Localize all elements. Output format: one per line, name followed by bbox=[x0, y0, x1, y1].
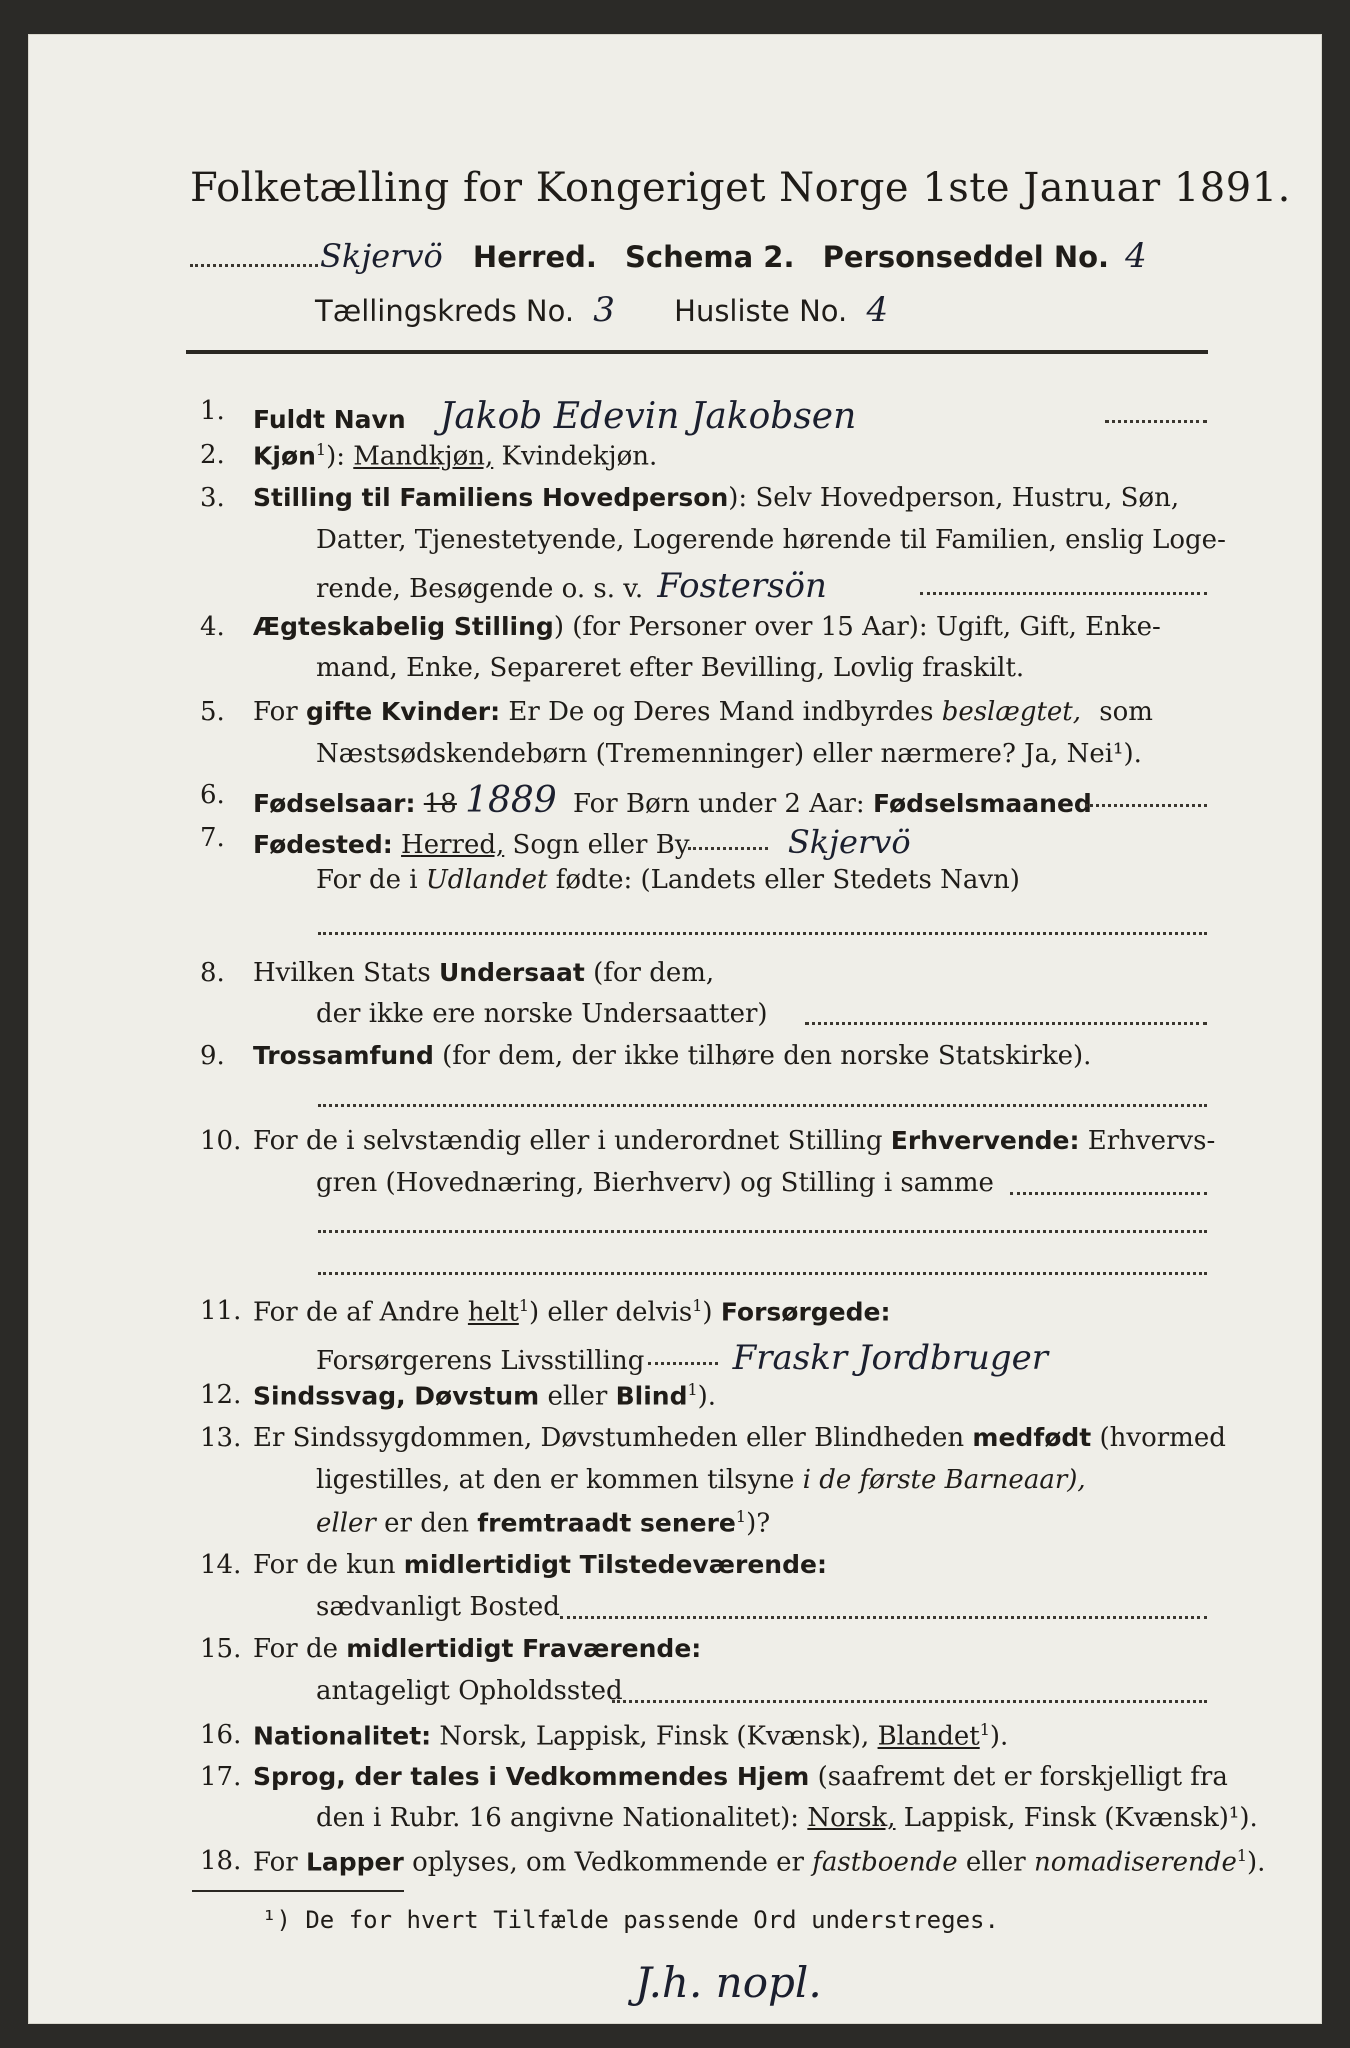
item-2-sex: Kjøn$^1$): Mandkjøn, Kvindekjøn. bbox=[253, 440, 658, 472]
item-5-married-women bbox=[253, 697, 1153, 727]
item-text: Sogn eller By bbox=[512, 830, 690, 860]
item-text: For de i selvstændig eller i underordnet Stilling bbox=[253, 1126, 883, 1156]
item-number: 3. bbox=[200, 483, 225, 513]
dotted-line bbox=[1010, 1192, 1207, 1195]
item-text: eller bbox=[965, 1847, 1026, 1878]
full-name-handwritten: Jakob Edevin Jakobsen bbox=[439, 396, 857, 437]
item-text: For bbox=[253, 1847, 298, 1878]
item-number: 11. bbox=[200, 1296, 242, 1326]
item-text: i de første Barneaar), bbox=[802, 1465, 1086, 1495]
husliste-number: 4 bbox=[866, 290, 889, 330]
footnote-mark: 1 bbox=[315, 440, 327, 459]
item-label: Blind bbox=[615, 1381, 688, 1411]
kreds-number: 3 bbox=[593, 290, 615, 330]
dotted-line bbox=[648, 1362, 718, 1365]
item-number: 7. bbox=[200, 823, 225, 853]
item-text: ): Selv Hovedperson, Hustru, Søn, bbox=[728, 483, 1180, 513]
item-label: medfødt bbox=[972, 1423, 1092, 1452]
husliste-label: Husliste No. bbox=[674, 294, 848, 328]
footnote: ¹) De for hvert Tilfælde passende Ord understreges. bbox=[262, 1906, 999, 1934]
item-12-disability: Sindssvag, Døvstum eller Blind$^1$). bbox=[253, 1380, 717, 1412]
item-label: Fuldt Navn bbox=[253, 405, 406, 434]
item-number: 9. bbox=[200, 1041, 225, 1071]
item-text: ). bbox=[697, 1381, 717, 1412]
kreds-label: Tællingskreds No. bbox=[315, 294, 575, 328]
item-label: gifte Kvinder: bbox=[305, 697, 501, 726]
item-text: den i Rubr. 16 angivne Nationalitet): bbox=[316, 1803, 800, 1833]
item-16-nationality: Nationalitet: Norsk, Lappisk, Finsk (Kvænsk), Blandet$^1$). bbox=[253, 1720, 1009, 1752]
item-text: Forsørgerens Livsstilling bbox=[316, 1346, 645, 1376]
struck-printed-year: 18 bbox=[423, 789, 457, 819]
item-text: ). bbox=[989, 1721, 1009, 1752]
item-11-supported: For de af Andre helt$^1$) eller delvis$^1$) Forsørgede: bbox=[253, 1296, 891, 1328]
item-text: ) (for Personer over 15 Aar): Ugift, Gift, Enke- bbox=[553, 612, 1161, 642]
item-text: beslægtet, bbox=[941, 697, 1082, 727]
dotted-line bbox=[318, 1104, 1207, 1107]
item-text: antageligt Opholdssted bbox=[316, 1676, 623, 1706]
header-rule bbox=[186, 350, 1208, 354]
helt-underlined: helt bbox=[467, 1297, 519, 1328]
herred-underlined: Herred, bbox=[401, 830, 505, 860]
item-label: Fødested: bbox=[253, 830, 393, 859]
herred-handwritten: Skjervö bbox=[320, 237, 443, 275]
item-text: For de kun bbox=[253, 1550, 396, 1580]
item-text: (saafremt det er forskjelligt fra bbox=[817, 1762, 1228, 1792]
footnote-rule bbox=[192, 1890, 404, 1892]
item-number: 6. bbox=[200, 780, 225, 810]
dotted-line bbox=[1105, 420, 1207, 423]
item-number: 8. bbox=[200, 958, 225, 988]
item-text: eller bbox=[316, 1508, 376, 1539]
item-number: 1. bbox=[200, 396, 225, 426]
item-1-name bbox=[253, 396, 856, 437]
item-number: 13. bbox=[200, 1423, 242, 1453]
item-label: Trossamfund bbox=[253, 1041, 434, 1070]
item-17-language bbox=[253, 1762, 1228, 1792]
item-9-religion bbox=[253, 1041, 1091, 1071]
sex-male-underlined: Mandkjøn, bbox=[353, 441, 494, 472]
item-text: Lappisk, Finsk (Kvænsk)¹). bbox=[903, 1803, 1258, 1833]
item-text: Hvilken Stats bbox=[253, 958, 431, 988]
item-label: Stilling til Familiens Hovedperson bbox=[253, 483, 729, 512]
dotted-line bbox=[805, 1022, 1207, 1025]
item-number: 5. bbox=[200, 697, 225, 727]
item-text: eller bbox=[547, 1381, 608, 1412]
item-label: Sprog, der tales i Vedkommendes Hjem bbox=[253, 1762, 810, 1791]
dotted-line bbox=[560, 1616, 1207, 1619]
item-text: For bbox=[253, 697, 298, 727]
item-text: Næstsødskendebørn (Tremenninger) eller nærmere? Ja, Nei¹). bbox=[316, 739, 1142, 769]
form-title: Folketælling for Kongeriget Norge 1ste Januar 1891. bbox=[190, 165, 1291, 211]
signature-handwritten: J.h. nopl. bbox=[635, 1958, 822, 2007]
item-label: Forsørgede: bbox=[720, 1297, 891, 1327]
position-handwritten: Fostersön bbox=[657, 566, 827, 606]
item-18-lapps: For Lapper oplyses, om Vedkommende er fastboende eller nomadiserende$^1$). bbox=[253, 1846, 1266, 1878]
item-text: (for dem, der ikke tilhøre den norske Statskirke). bbox=[442, 1041, 1092, 1071]
item-number: 16. bbox=[200, 1720, 242, 1750]
herred-label: Herred. bbox=[472, 240, 597, 274]
item-text: Norsk, Lappisk, Finsk (Kvænsk), bbox=[439, 1721, 870, 1752]
dotted-line bbox=[318, 932, 1207, 935]
birthplace-handwritten: Skjervö bbox=[787, 823, 911, 861]
item-7-line2 bbox=[316, 865, 1020, 895]
item-number: 10. bbox=[200, 1126, 242, 1156]
item-17-line2 bbox=[316, 1803, 1258, 1833]
item-text: For de bbox=[253, 1634, 338, 1664]
item-14-temporary-present bbox=[253, 1550, 827, 1580]
item-number: 14. bbox=[200, 1550, 242, 1580]
blandet-underlined: Blandet bbox=[877, 1721, 980, 1752]
item-text: eller delvis bbox=[547, 1297, 693, 1328]
item-text: rende, Besøgende o. s. v. bbox=[316, 574, 644, 604]
herred-row bbox=[190, 236, 1147, 276]
item-text: For de i bbox=[316, 865, 418, 895]
item-label: Lapper bbox=[305, 1847, 404, 1877]
item-text: fastboende bbox=[812, 1847, 958, 1878]
item-text: For Børn under 2 Aar: bbox=[573, 789, 865, 819]
provider-occupation-handwritten: Fraskr Jordbruger bbox=[732, 1338, 1049, 1378]
sex-female: Kvindekjøn. bbox=[501, 441, 658, 472]
dotted-line bbox=[1085, 804, 1207, 807]
item-text: )? bbox=[746, 1508, 771, 1539]
item-text: ligestilles, at den er kommen tilsyne bbox=[316, 1465, 795, 1495]
item-label: midlertidigt Tilstedeværende: bbox=[403, 1550, 827, 1579]
item-text: der ikke ere norske Undersaatter) bbox=[316, 999, 768, 1029]
schema-label: Schema 2. bbox=[625, 240, 795, 274]
item-text: oplyses, om Vedkommende er bbox=[412, 1847, 804, 1878]
item-text: Udlandet bbox=[425, 865, 548, 895]
personseddel-label: Personseddel No. bbox=[822, 240, 1110, 274]
kreds-row bbox=[315, 290, 888, 330]
item-13-congenital bbox=[253, 1423, 1226, 1453]
item-label: Nationalitet: bbox=[253, 1721, 432, 1751]
item-number: 2. bbox=[200, 440, 225, 470]
item-3-line3 bbox=[316, 566, 827, 606]
item-label: midlertidigt Fraværende: bbox=[346, 1634, 702, 1663]
item-text: Er Sindssygdommen, Døvstumheden eller Blindheden bbox=[253, 1423, 965, 1453]
item-label: Undersaat bbox=[438, 958, 585, 987]
item-number: 18. bbox=[200, 1846, 242, 1876]
item-13-line3: eller er den fremtraadt senere$^1$)? bbox=[316, 1507, 771, 1539]
item-text: nomadiserende bbox=[1034, 1847, 1237, 1878]
item-number: 4. bbox=[200, 612, 225, 642]
item-3-position bbox=[253, 483, 1179, 513]
item-label: Kjøn bbox=[253, 441, 316, 471]
item-label: fremtraadt senere bbox=[477, 1508, 736, 1538]
dotted-line bbox=[318, 1230, 1207, 1233]
item-text: Datter, Tjenestetyende, Logerende hørende til Familien, enslig Loge- bbox=[316, 525, 1226, 555]
item-label: Fødselsmaaned bbox=[872, 789, 1092, 818]
dotted-line bbox=[920, 592, 1207, 595]
item-text: sædvanligt Bosted bbox=[316, 1592, 560, 1622]
item-10-occupation bbox=[253, 1126, 1215, 1156]
item-text: Er De og Deres Mand indbyrdes bbox=[508, 697, 934, 727]
item-label: Erhvervende: bbox=[890, 1126, 1080, 1155]
dotted-line bbox=[612, 1700, 1207, 1703]
item-13-line2 bbox=[316, 1465, 1086, 1495]
item-text: Erhvervs- bbox=[1087, 1126, 1216, 1156]
item-text: (hvormed bbox=[1099, 1423, 1226, 1453]
item-text: gren (Hovednæring, Bierhverv) og Stilling i samme bbox=[316, 1168, 994, 1198]
item-label: Sindssvag, Døvstum bbox=[253, 1381, 540, 1411]
item-11-line2 bbox=[316, 1338, 1048, 1378]
item-15-temporary-absent bbox=[253, 1634, 701, 1664]
item-number: 17. bbox=[200, 1762, 242, 1792]
item-8-subject bbox=[253, 958, 714, 988]
item-text: fødte: (Landets eller Stedets Navn) bbox=[555, 865, 1020, 895]
item-label: Fødselsaar: bbox=[253, 789, 416, 818]
item-6-birth-year bbox=[253, 780, 1092, 821]
item-4-marital bbox=[253, 612, 1161, 642]
personseddel-number: 4 bbox=[1125, 236, 1147, 276]
item-number: 12. bbox=[200, 1380, 242, 1410]
dotted-line bbox=[318, 1272, 1207, 1275]
item-7-birthplace bbox=[253, 823, 911, 861]
item-text: For de af Andre bbox=[253, 1297, 460, 1328]
item-text: mand, Enke, Separeret efter Bevilling, Lovlig fraskilt. bbox=[316, 653, 1025, 683]
item-text: som bbox=[1099, 697, 1153, 727]
item-text: ). bbox=[1247, 1847, 1266, 1878]
item-text: (for dem, bbox=[593, 958, 715, 988]
dotted-line bbox=[688, 847, 768, 850]
norsk-underlined: Norsk, bbox=[807, 1803, 896, 1833]
item-number: 15. bbox=[200, 1634, 242, 1664]
item-text: er den bbox=[384, 1508, 469, 1539]
birth-year-handwritten: 1889 bbox=[465, 780, 557, 821]
item-label: Ægteskabelig Stilling bbox=[253, 612, 554, 641]
